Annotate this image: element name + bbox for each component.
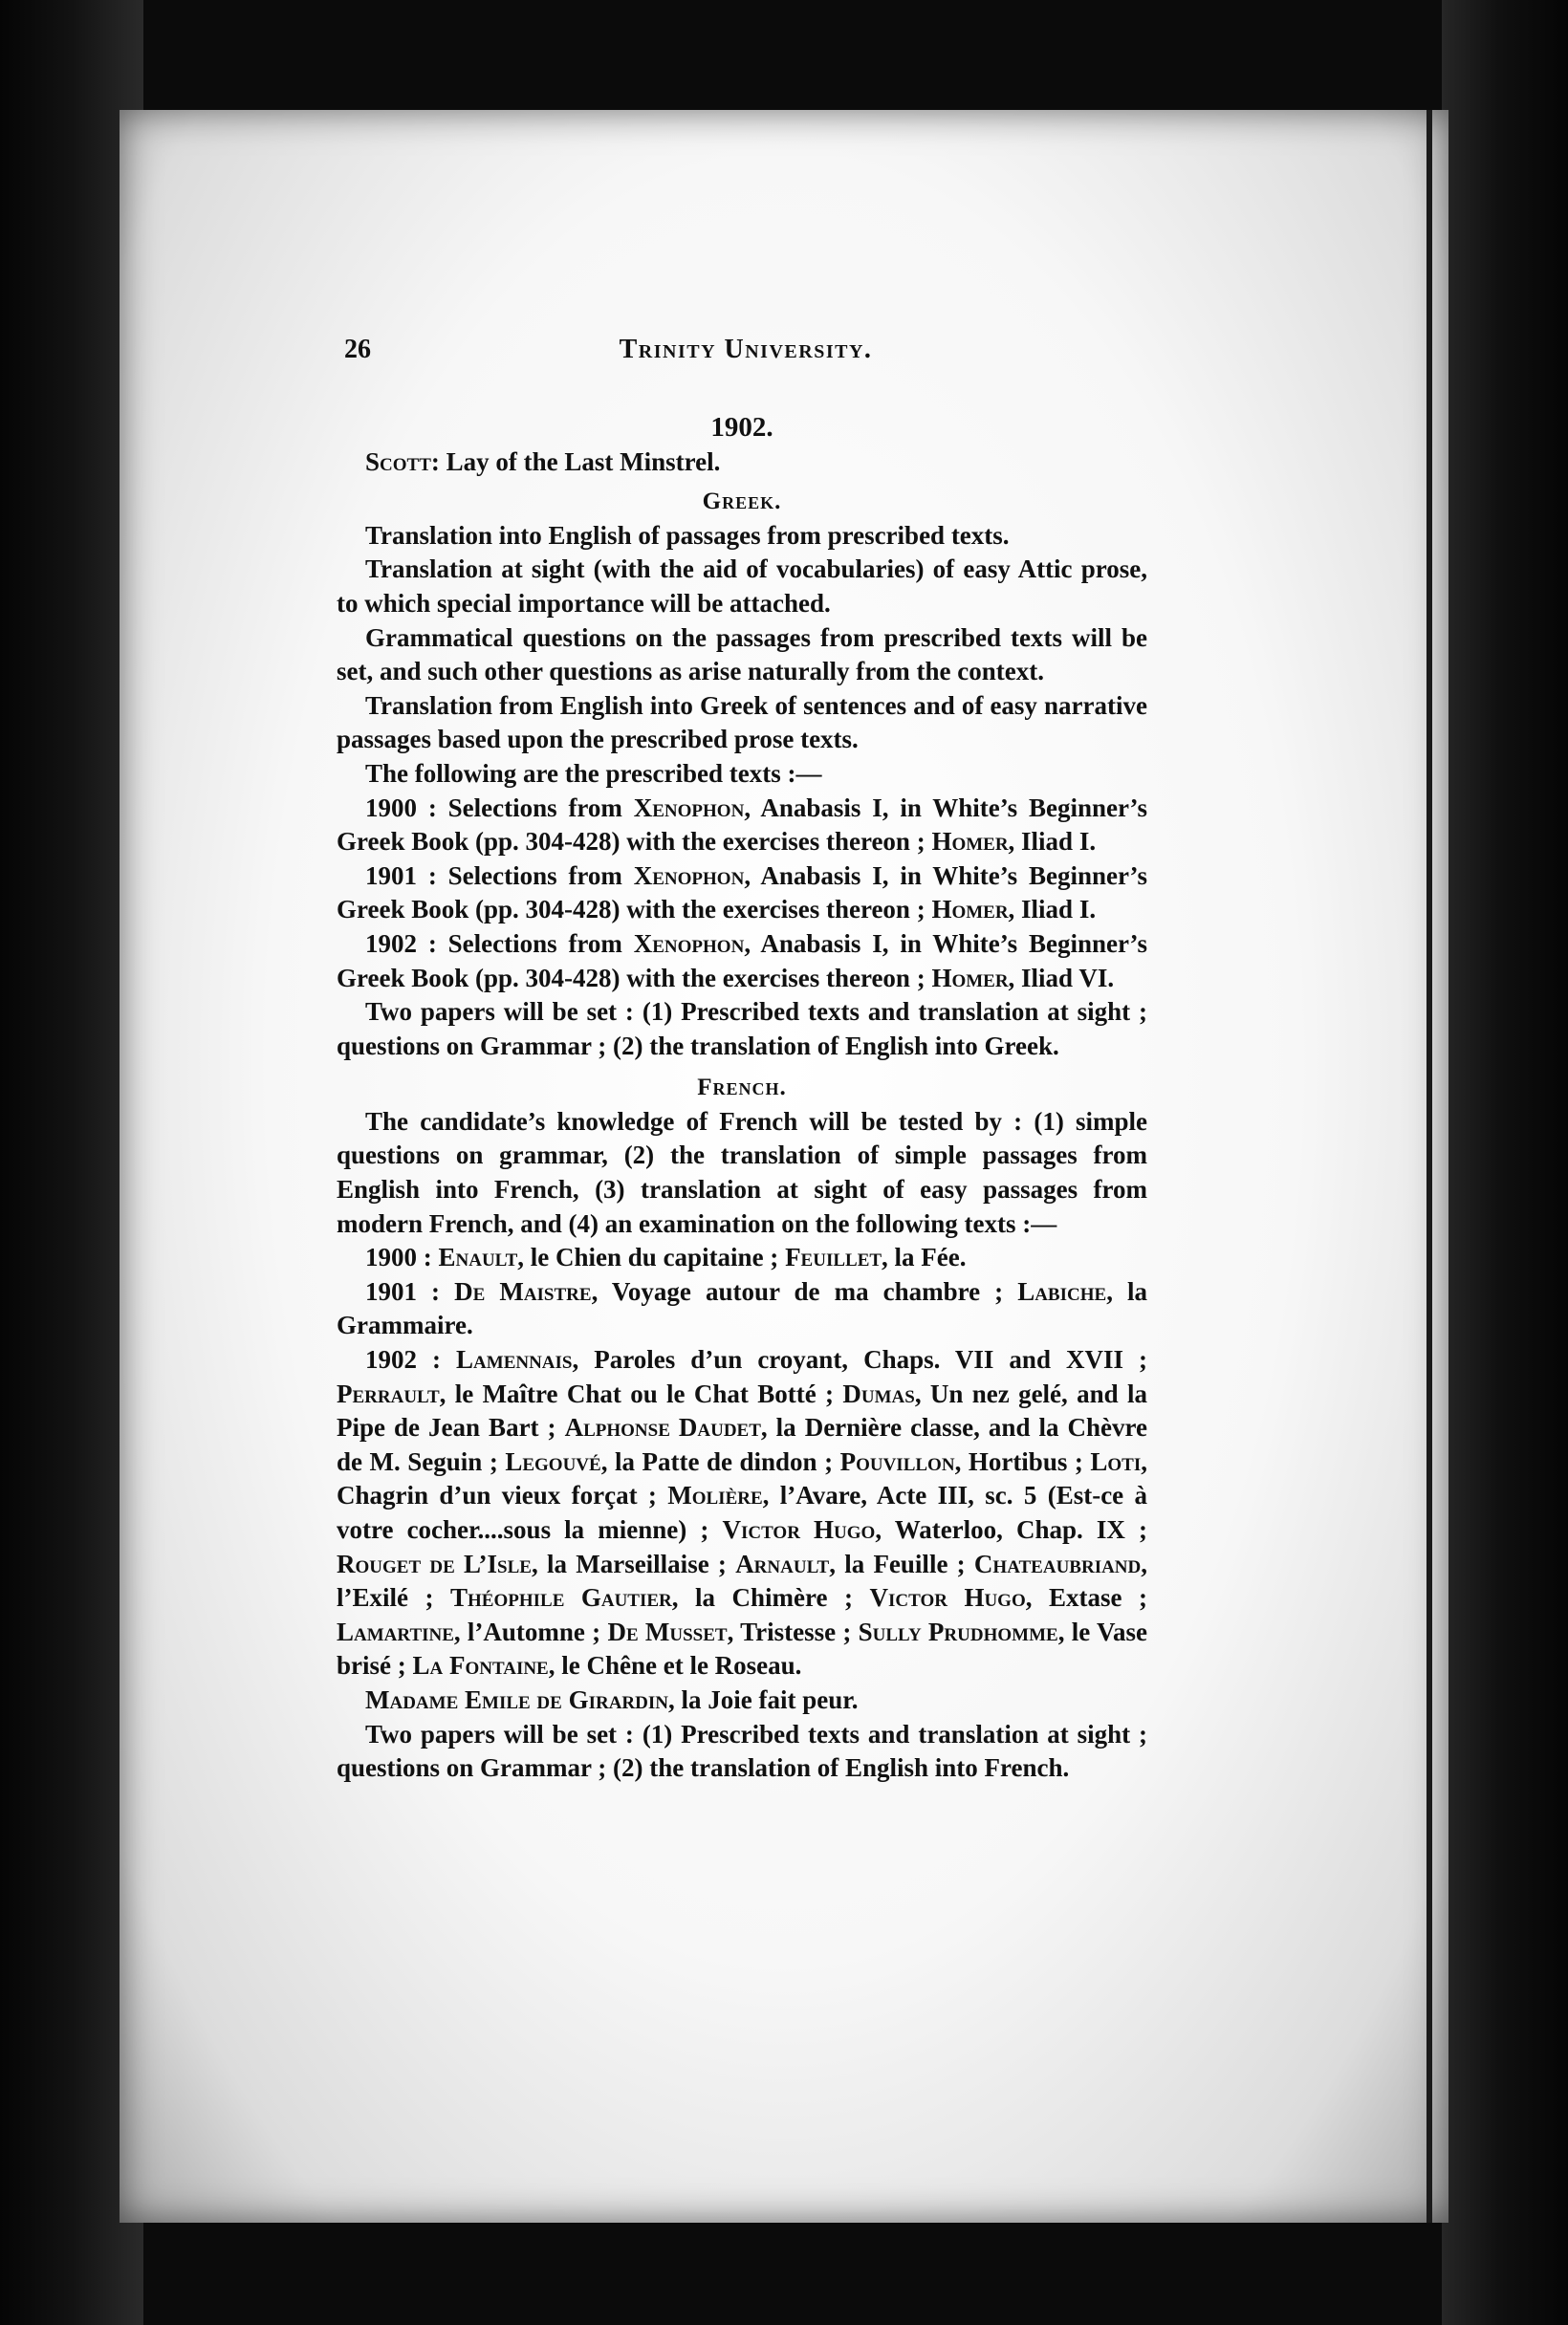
text-run: , la Feuille ; — [829, 1549, 974, 1578]
author-name: Théophile Gautier — [450, 1583, 672, 1613]
running-header — [344, 335, 1147, 373]
author-name: Madame Emile de Girardin — [365, 1684, 668, 1714]
text-run: 1901 : — [365, 1276, 455, 1306]
text-run: , Hortibus ; — [954, 1446, 1091, 1476]
text-run: 1900 : Selections from — [365, 793, 634, 822]
page-body — [337, 411, 1147, 1786]
author-name: Feuillet — [785, 1243, 882, 1272]
french-papers: Two papers will be set : (1) Prescribed texts and translation at sight ; questions on Grammar ; (2) the translation of English into French. — [337, 1719, 1147, 1783]
greek-texts-1901 — [337, 859, 1147, 927]
author-name: Victor Hugo — [722, 1515, 876, 1544]
text-run: , le Chien du capitaine ; — [517, 1243, 786, 1272]
text-run: , la Grammaire. — [337, 1276, 1147, 1340]
text-run: , la Chimère ; — [671, 1583, 870, 1613]
text-run: , Voyage autour de ma chambre ; — [591, 1276, 1018, 1306]
text-run: , le Maître Chat ou le Chat Botté ; — [439, 1379, 843, 1408]
text-run: 1902 : Selections from — [365, 928, 634, 958]
author-name: Victor Hugo — [869, 1583, 1026, 1613]
french-heading: French. — [697, 1075, 787, 1101]
french-intro: The candidate’s knowledge of French will be tested by : (1) simple questions on grammar, (2) the translation of simple passages from English into French, (3) translation at sight of easy passages from modern French, and (4) an examination on the following texts :— — [337, 1106, 1147, 1238]
author-name: Lamartine — [337, 1617, 454, 1646]
french-girardin — [337, 1684, 1147, 1718]
author-name: Pouvillon — [839, 1446, 955, 1476]
author-name: Xenophon — [633, 928, 745, 958]
text-run: , la Marseillaise ; — [531, 1549, 736, 1578]
author-name: Rouget de L’Isle — [337, 1549, 532, 1578]
year-heading: 1902. — [710, 412, 773, 443]
author-name: Xenophon — [633, 793, 745, 822]
author-name: Homer — [931, 963, 1009, 992]
author-name: Homer — [931, 895, 1009, 924]
text-run: , Anabasis I, in White’s Beginner’s Greek Book (pp. 304-428) with the exercises thereon ; — [337, 793, 1147, 857]
author-name: Sully Prudhomme — [858, 1617, 1058, 1646]
text-run: : Lay of the Last Minstrel. — [430, 446, 721, 476]
text-run: 1900 : — [365, 1243, 439, 1272]
scott-line — [337, 445, 1147, 480]
text-run: , Extase ; — [1025, 1583, 1147, 1613]
greek-paragraph: The following are the prescribed texts :— — [365, 758, 822, 788]
author-name: Homer — [931, 827, 1009, 857]
author-name: Chateaubriand — [973, 1549, 1142, 1578]
author-name: De Musset — [607, 1617, 728, 1646]
text-run: , le Vase brisé ; — [337, 1617, 1147, 1681]
author-name: Perrault — [337, 1379, 440, 1408]
text-run: , Iliad I. — [1008, 895, 1097, 924]
french-texts-1900 — [337, 1241, 1147, 1275]
text-run: , Chagrin d’un vieux forçat ; — [337, 1446, 1147, 1510]
text-run: , Anabasis I, in White’s Beginner’s Greek Book (pp. 304-428) with the exercises thereon ; — [337, 860, 1147, 924]
french-texts-1902 — [337, 1343, 1147, 1684]
greek-paragraph: Grammatical questions on the passages from prescribed texts will be set, and such other questions as arise naturally from the context. — [337, 622, 1147, 686]
greek-texts-1902 — [337, 927, 1147, 995]
text-run: , l’Exilé ; — [337, 1549, 1147, 1613]
running-title: Trinity University. — [619, 335, 873, 364]
text-run: , la Patte de dindon ; — [600, 1446, 840, 1476]
text-run: , Anabasis I, in White’s Beginner’s Greek Book (pp. 304-428) with the exercises thereon ; — [337, 928, 1147, 992]
author-name: Loti — [1090, 1446, 1142, 1476]
text-run: , Iliad VI. — [1008, 963, 1115, 992]
greek-texts-1900 — [337, 792, 1147, 859]
text-run: , l’Avare, Acte III, sc. 5 (Est-ce à votre cocher....sous la mienne) ; — [337, 1481, 1148, 1544]
author-name: Legouvé — [505, 1446, 601, 1476]
page-number: 26 — [344, 335, 371, 364]
text-run: 1901 : Selections from — [365, 860, 634, 890]
greek-paragraph: Translation into English of passages from prescribed texts. — [365, 520, 1010, 550]
author-name: Dumas — [842, 1379, 915, 1408]
text-run: , la Joie fait peur. — [667, 1684, 859, 1714]
text-run: , Iliad I. — [1008, 827, 1097, 857]
author-name: Alphonse Daudet — [564, 1413, 761, 1443]
text-run: , Waterloo, Chap. IX ; — [875, 1515, 1148, 1544]
author-name: Xenophon — [633, 860, 745, 890]
author-name: Molière — [667, 1481, 763, 1510]
text-run: , la Fée. — [882, 1243, 967, 1272]
greek-papers: Two papers will be set : (1) Prescribed texts and translation at sight ; questions on Grammar ; (2) the translation of English into Greek. — [337, 997, 1147, 1060]
author-name: De Maistre — [454, 1276, 592, 1306]
author-name: La Fontaine — [412, 1651, 549, 1681]
author-name: Enault — [438, 1243, 518, 1272]
author-name: Scott — [365, 446, 431, 476]
author-name: Labiche — [1017, 1276, 1107, 1306]
text-run: , l’Automne ; — [453, 1617, 608, 1646]
greek-paragraph: Translation at sight (with the aid of vocabularies) of easy Attic prose, to which special importance will be attached. — [337, 554, 1147, 618]
greek-paragraph: Translation from English into Greek of sentences and of easy narrative passages based upon the prescribed prose texts. — [337, 690, 1147, 754]
text-run: , Un nez gelé, and la Pipe de Jean Bart ; — [337, 1379, 1147, 1443]
scan-border-right — [1442, 0, 1568, 2325]
page-edge-rule — [1426, 110, 1432, 2223]
author-name: Arnault — [735, 1549, 830, 1578]
french-texts-1901 — [337, 1275, 1147, 1343]
text-run: , le Chêne et le Roseau. — [548, 1651, 802, 1681]
text-run: , Paroles d’un croyant, Chaps. VII and XVII ; — [572, 1345, 1147, 1375]
author-name: Lamennais — [456, 1345, 573, 1375]
text-run: 1902 : — [365, 1345, 457, 1375]
text-run: , la Dernière classe, and la Chèvre de M. Seguin ; — [337, 1413, 1147, 1476]
greek-heading: Greek. — [702, 489, 782, 515]
text-run: , Tristesse ; — [727, 1617, 859, 1646]
